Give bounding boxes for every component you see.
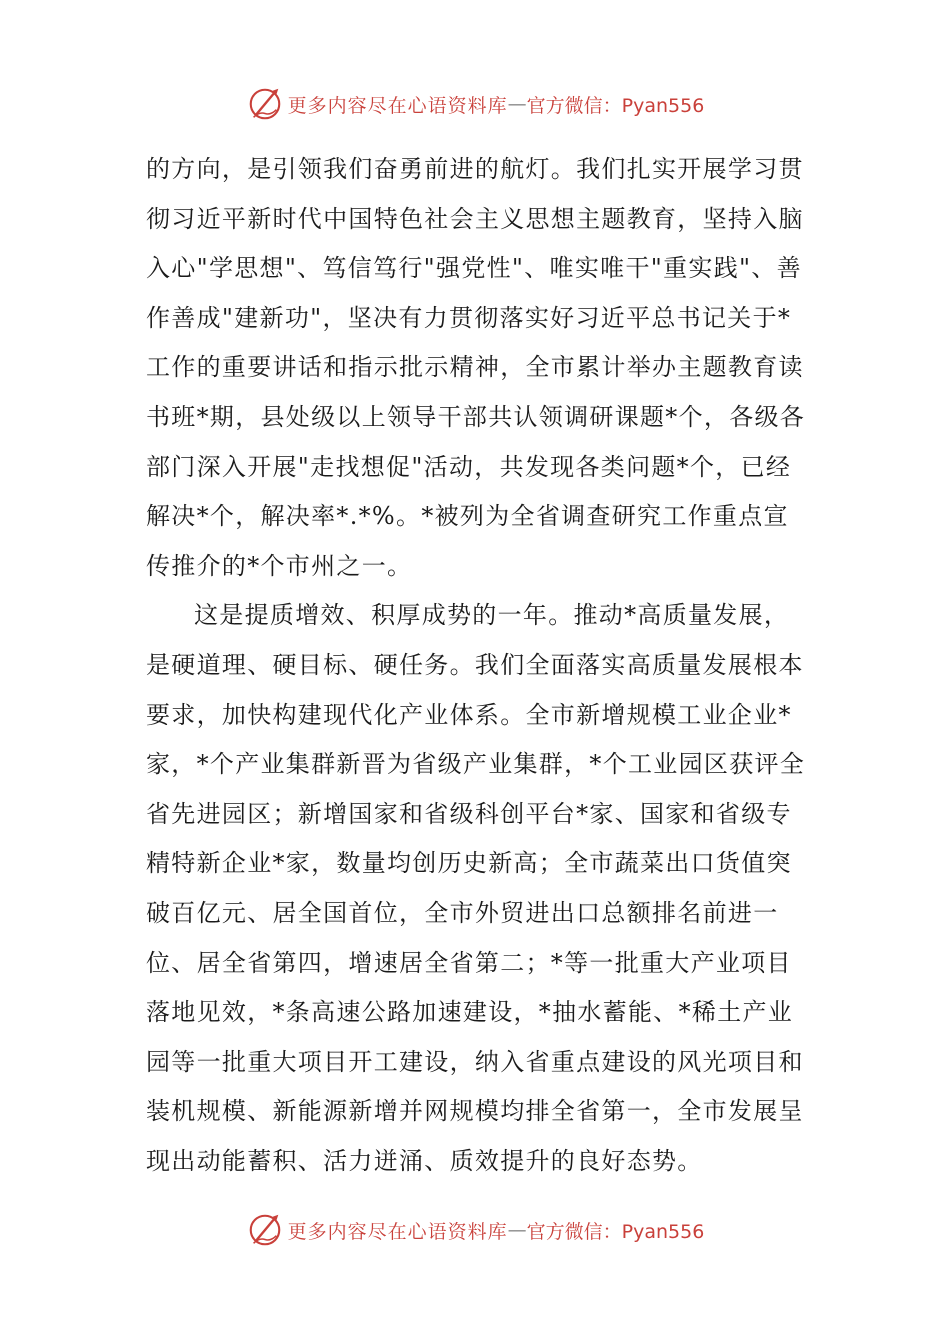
header-slogan: 更多内容尽在心语资料库	[287, 94, 508, 117]
footer-banner	[0, 1208, 950, 1252]
paragraph-2: 这是提质增效、积厚成势的一年。推动*高质量发展，是硬道理、硬目标、硬任务。我们全面落实高质量发展根本要求，加快构建现代化产业体系。全市新增规模工业企业*家，*个产业集群新晋为省级产业集群，*个工业园区获评全省先进园区；新增国家和省级科创平台*家、国家和省级专精特新企业*家，数量均创历史新高；全市蔬菜出口货值突破百亿元、居全国首位，全市外贸进出口总额排名前进一位、居全省第四，增速居全省第二；*等一批重大产业项目落地见效，*条高速公路加速建设，*抽水蓄能、*稀土产业园等一批重大项目开工建设，纳入省重点建设的风光项目和装机规模、新能源新增并网规模均排全省第一，全市发展呈现出动能蓄积、活力迸涌、质效提升的良好态势。	[146, 601, 806, 1175]
header-wechat: 官方微信：Pyan556	[526, 94, 705, 117]
header-dash: —	[507, 93, 527, 115]
footer-slogan: 更多内容尽在心语资料库	[287, 1220, 508, 1243]
document-body	[146, 145, 811, 1186]
footer-wechat: 官方微信：Pyan556	[526, 1220, 705, 1243]
footer-dash: —	[507, 1219, 527, 1241]
pen-logo-icon	[246, 1211, 284, 1249]
pen-logo-icon	[246, 85, 284, 123]
paragraph-1: 的方向，是引领我们奋勇前进的航灯。我们扎实开展学习贯彻习近平新时代中国特色社会主义思想主题教育，坚持入脑入心"学思想"、笃信笃行"强党性"、唯实唯干"重实践"、善作善成"建新功"，坚决有力贯彻落实好习近平总书记关于*工作的重要讲话和指示批示精神，全市累计举办主题教育读书班*期，县处级以上领导干部共认领调研课题*个，各级各部门深入开展"走找想促"活动，共发现各类问题*个，已经解决*个，解决率*.*%。*被列为全省调查研究工作重点宣传推介的*个市州之一。	[146, 155, 806, 580]
header-banner	[0, 82, 950, 126]
